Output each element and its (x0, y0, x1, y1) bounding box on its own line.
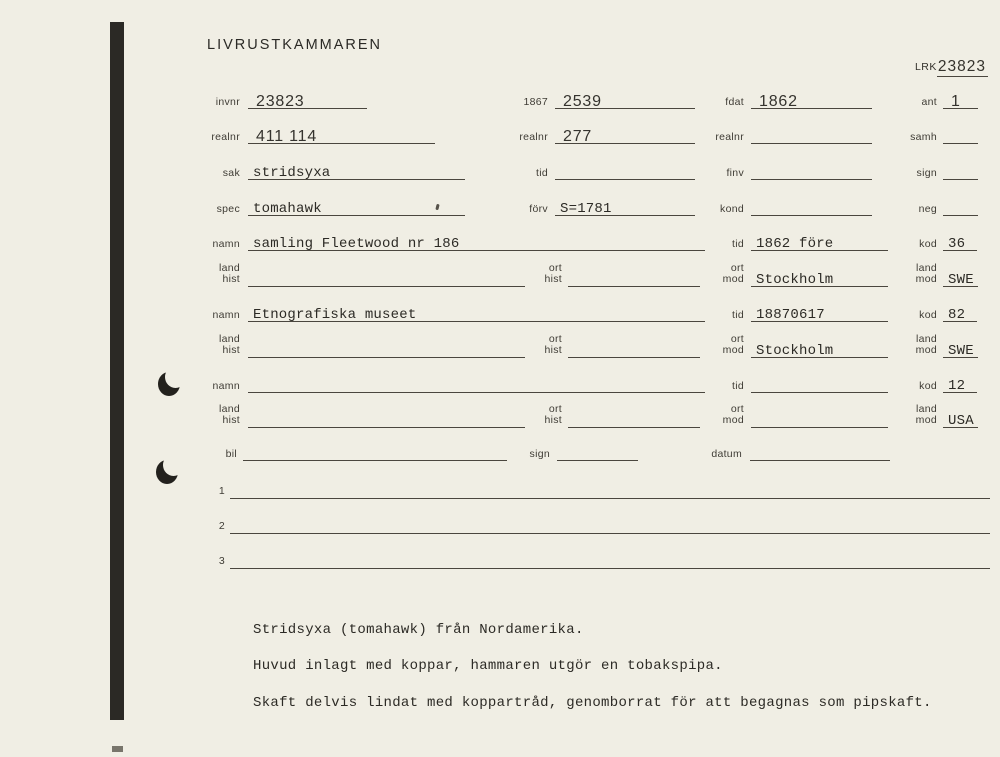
orthist2-label (544, 334, 562, 355)
kod3-field (943, 376, 977, 393)
datum-label: datum (711, 448, 742, 460)
kod3-value: 12 (948, 378, 966, 394)
namn3-label: namn (212, 380, 240, 392)
landhist3-label (219, 404, 240, 425)
reference-value: 23823 (937, 58, 986, 75)
orthist1-field (568, 270, 700, 287)
scan-artifact-mark (112, 746, 123, 752)
realnr2-label: realnr (519, 131, 548, 143)
ruled-line-1-number: 1 (218, 485, 225, 497)
tid1-field (751, 234, 888, 251)
forv-field (555, 199, 695, 216)
realnr3-field (751, 127, 872, 144)
landhist3-label-top: land (218, 403, 240, 415)
sak-field (248, 163, 465, 180)
tid1-value: 1862 före (756, 236, 834, 252)
ortmod1-value: Stockholm (756, 272, 834, 288)
spec-field (248, 199, 465, 216)
kod2-field (943, 305, 977, 322)
ortmod3-label (723, 404, 744, 425)
spec-value: tomahawk (253, 201, 322, 217)
invnr-value: 23823 (256, 93, 305, 110)
kond-field (751, 199, 872, 216)
ortmod2-label-bottom: mod (722, 343, 744, 356)
acc1867-label: 1867 (523, 96, 548, 108)
description-line-2: Huvud inlagt med koppar, hammaren utgör en tobakspipa. (253, 658, 723, 674)
landmod2-label-bottom: mod (915, 343, 937, 356)
landhist3-field (248, 411, 525, 428)
sign-bottom-label: sign (529, 448, 550, 460)
reference-prefix: LRK (914, 61, 937, 73)
orthist3-label (544, 404, 562, 425)
kod2-label: kod (919, 309, 937, 321)
landmod1-field (943, 270, 978, 287)
forv-label: förv (529, 203, 548, 215)
samh-field (943, 127, 978, 144)
ortmod3-label-top: ort (730, 403, 744, 415)
tid-top-field (555, 163, 695, 180)
landhist1-label-top: land (218, 262, 240, 274)
landhist2-label (219, 334, 240, 355)
ortmod1-label-bottom: mod (722, 272, 744, 285)
crescent-moon-icon (158, 372, 180, 396)
namn2-label: namn (212, 309, 240, 321)
tid3-label: tid (732, 380, 744, 392)
crescent-moon-icon (156, 460, 178, 484)
orthist2-field (568, 341, 700, 358)
bil-label: bil (225, 448, 237, 460)
realnr1-label: realnr (211, 131, 240, 143)
realnr2-field (555, 127, 695, 144)
landhist2-label-top: land (218, 333, 240, 345)
orthist3-label-bottom: hist (544, 413, 562, 426)
landmod2-field (943, 341, 978, 358)
samh-label: samh (910, 131, 937, 143)
sign-top-label: sign (916, 167, 937, 179)
landmod3-label-bottom: mod (915, 413, 937, 426)
description-line-3: Skaft delvis lindat med koppartråd, genomborrat för att begagnas som pipskaft. (253, 695, 932, 711)
datum-field (750, 444, 890, 461)
ant-label: ant (921, 96, 937, 108)
realnr1-field (248, 127, 435, 144)
finv-label: finv (726, 167, 744, 179)
landmod3-field (943, 411, 978, 428)
tid1-label: tid (732, 238, 744, 250)
orthist1-label (544, 263, 562, 284)
tid2-label: tid (732, 309, 744, 321)
kod3-label: kod (919, 380, 937, 392)
acc1867-value: 2539 (563, 93, 602, 110)
namn2-value: Etnografiska museet (253, 307, 417, 323)
reference-number (915, 58, 988, 76)
landhist1-label (219, 263, 240, 284)
orthist2-label-bottom: hist (544, 343, 562, 356)
landmod2-value: SWE (948, 343, 974, 359)
invnr-field (248, 92, 367, 109)
page-title: LIVRUSTKAMMAREN (207, 37, 383, 53)
landmod1-value: SWE (948, 272, 974, 288)
ortmod1-field (751, 270, 888, 287)
ortmod1-label (723, 263, 744, 284)
landmod1-label (916, 263, 937, 284)
tid2-field (751, 305, 888, 322)
namn3-field (248, 376, 705, 393)
sign-bottom-field (557, 444, 638, 461)
landhist2-field (248, 341, 525, 358)
ruled-line-1 (230, 482, 990, 499)
ortmod2-value: Stockholm (756, 343, 834, 359)
landmod2-label (916, 334, 937, 355)
landmod3-value: USA (948, 413, 974, 429)
landhist1-label-bottom: hist (222, 272, 240, 285)
sak-value: stridsyxa (253, 165, 331, 181)
kod2-value: 82 (948, 307, 966, 323)
landhist2-label-bottom: hist (222, 343, 240, 356)
namn2-field (248, 305, 705, 322)
ant-field (943, 92, 978, 109)
fdat-field (751, 92, 872, 109)
forv-value: S=1781 (560, 201, 612, 217)
landhist1-field (248, 270, 525, 287)
ortmod3-field (751, 411, 888, 428)
orthist3-field (568, 411, 700, 428)
realnr1-value: 411 114 (256, 128, 318, 145)
spec-label: spec (216, 203, 240, 215)
tid2-value: 18870617 (756, 307, 825, 323)
finv-field (751, 163, 872, 180)
kod1-field (943, 234, 977, 251)
sign-top-field (943, 163, 978, 180)
landmod3-label (916, 404, 937, 425)
ruled-line-3-number: 3 (218, 555, 225, 567)
neg-field (943, 199, 978, 216)
kod1-value: 36 (948, 236, 966, 252)
description-line-1: Stridsyxa (tomahawk) från Nordamerika. (253, 622, 584, 638)
namn1-value: samling Fleetwood nr 186 (253, 236, 460, 252)
orthist1-label-top: ort (548, 262, 562, 274)
tid3-field (751, 376, 888, 393)
ortmod2-label-top: ort (730, 333, 744, 345)
sak-label: sak (222, 167, 240, 179)
ruled-line-2 (230, 517, 990, 534)
kond-label: kond (720, 203, 744, 215)
kod1-label: kod (919, 238, 937, 250)
namn1-field (248, 234, 705, 251)
ant-value: 1 (951, 93, 961, 110)
acc1867-field (555, 92, 695, 109)
orthist2-label-top: ort (548, 333, 562, 345)
orthist3-label-top: ort (548, 403, 562, 415)
realnr2-value: 277 (563, 128, 593, 145)
bil-field (243, 444, 507, 461)
landmod3-label-top: land (915, 403, 937, 415)
tid-top-label: tid (536, 167, 548, 179)
landhist3-label-bottom: hist (222, 413, 240, 426)
scan-edge-bar (110, 22, 124, 720)
ortmod2-field (751, 341, 888, 358)
orthist1-label-bottom: hist (544, 272, 562, 285)
landmod1-label-top: land (915, 262, 937, 274)
ortmod2-label (723, 334, 744, 355)
neg-label: neg (918, 203, 937, 215)
fdat-label: fdat (725, 96, 744, 108)
ruled-line-3 (230, 552, 990, 569)
ortmod3-label-bottom: mod (722, 413, 744, 426)
landmod2-label-top: land (915, 333, 937, 345)
ortmod1-label-top: ort (730, 262, 744, 274)
ruled-line-2-number: 2 (218, 520, 225, 532)
realnr3-label: realnr (715, 131, 744, 143)
invnr-label: invnr (215, 96, 240, 108)
fdat-value: 1862 (759, 93, 798, 110)
namn1-label: namn (212, 238, 240, 250)
landmod1-label-bottom: mod (915, 272, 937, 285)
